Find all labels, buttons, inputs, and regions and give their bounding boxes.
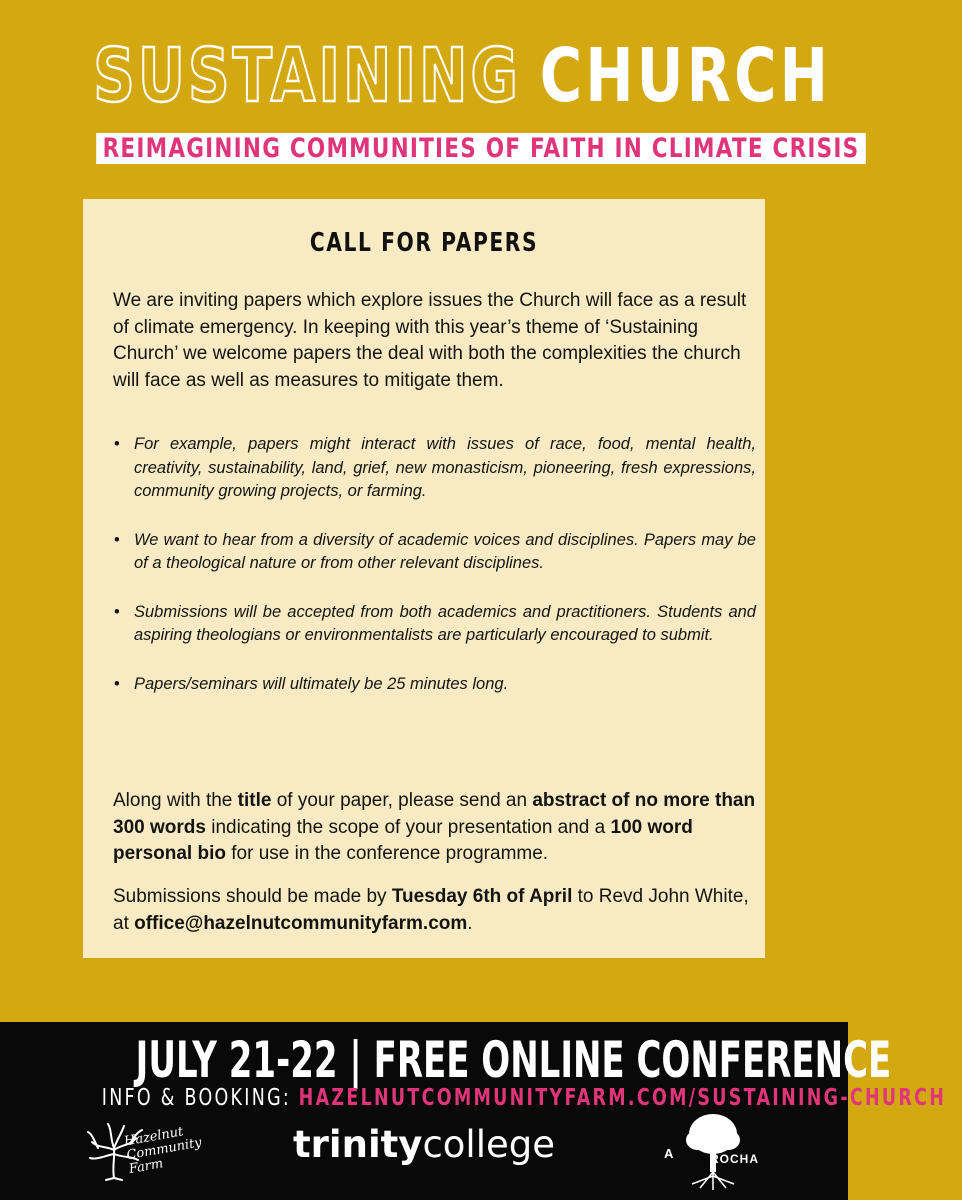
- bullet-item-submissions: • Submissions will be accepted from both academics and practitioners. Students and aspiring theologians or environmentalists are particularly encouraged to submit.: [113, 601, 756, 648]
- submission-paragraph: [113, 884, 756, 937]
- a-rocha-logo: [664, 1110, 774, 1194]
- booking-label: INFO & BOOKING:: [101, 1085, 292, 1111]
- college-word: college: [422, 1123, 555, 1166]
- emphasis-abstract-length: abstract of no more than 300 words: [113, 790, 756, 838]
- bullet-item-diversity: • We want to hear from a diversity of academic voices and disciplines. Papers may be of a theological nature or from other relevant disciplines.: [113, 529, 756, 576]
- text: to Revd John White, at: [113, 886, 749, 934]
- booking-line: [101, 1084, 947, 1112]
- contact-email: office@hazelnutcommunityfarm.com: [134, 912, 468, 934]
- emphasis-deadline: Tuesday 6th of April: [391, 886, 573, 907]
- bullet-item-duration: • Papers/seminars will ultimately be 25 minutes long.: [113, 673, 756, 697]
- text: Along with the: [113, 790, 238, 811]
- title-word-sustaining: SUSTAINING: [93, 33, 522, 119]
- text: indicating the scope of your presentation and a: [205, 816, 611, 838]
- emphasis-bio-length: 100 word personal bio: [113, 816, 693, 864]
- topics-list: [113, 433, 756, 721]
- text: of your paper, please send an: [271, 790, 533, 811]
- text: for use in the conference programme.: [225, 843, 549, 864]
- hazelnut-logo-text: Hazelnut Community Farm: [123, 1124, 203, 1178]
- poster-title: [93, 33, 832, 119]
- booking-url[interactable]: HAZELNUTCOMMUNITYFARM.COM/SUSTAINING-CHURCH: [298, 1085, 947, 1111]
- intro-paragraph: We are inviting papers which explore issues the Church will face as a result of climate emergency. In keeping with this year’s theme of ‘Sustaining Church’ we welcome papers the deal with both the complexities the church will face as well as measures to mitigate them.: [113, 290, 747, 391]
- subtitle: REIMAGINING COMMUNITIES OF FAITH IN CLIMATE CRISIS: [96, 133, 866, 164]
- a-rocha-word: ROCHA: [710, 1152, 759, 1166]
- bullet-item-examples: • For example, papers might interact with issues of race, food, mental health, creativity, sustainability, land, grief, new monasticism, pioneering, fresh expressions, community growing projects, or farming.: [113, 433, 756, 504]
- text: .: [467, 912, 473, 934]
- subtitle-bar: [0, 133, 860, 164]
- trinity-word: trinity: [292, 1123, 423, 1166]
- panel-heading: CALL FOR PAPERS: [309, 228, 539, 258]
- a-rocha-letter-a: A: [664, 1146, 674, 1161]
- conference-banner: JULY 21-22 | FREE ONLINE CONFERENCE: [135, 1031, 892, 1089]
- text: Submissions should be made by: [113, 886, 392, 907]
- abstract-paragraph: [113, 788, 756, 868]
- title-word-church: CHURCH: [539, 33, 832, 119]
- emphasis-title: title: [237, 790, 272, 811]
